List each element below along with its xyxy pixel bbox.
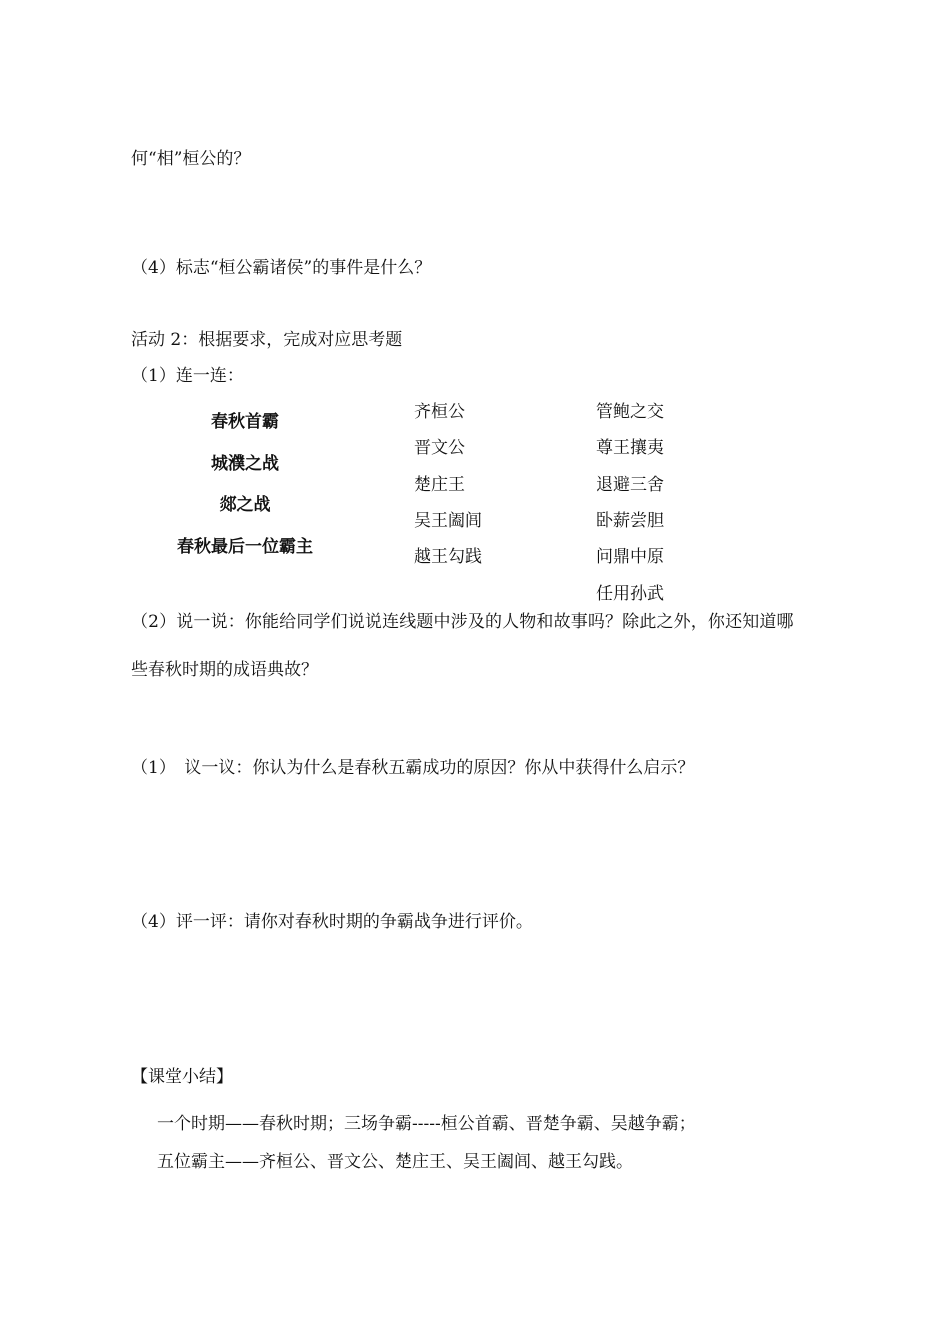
match-middle-item-4: 吴王阖闾 — [414, 511, 482, 531]
match-right-item-3: 退避三舍 — [596, 475, 664, 495]
summary-line-1: 一个时期——春秋时期；三场争霸-----桓公首霸、晋楚争霸、吴越争霸； — [157, 1114, 696, 1134]
match-right-item-5: 问鼎中原 — [596, 547, 664, 567]
match-middle-item-5: 越王勾践 — [414, 547, 482, 567]
match-left-item-4: 春秋最后一位霸主 — [177, 537, 313, 557]
activity-2-title: 活动 2：根据要求，完成对应思考题 — [131, 330, 403, 350]
match-right-item-1: 管鲍之交 — [596, 402, 664, 422]
match-middle-item-1: 齐桓公 — [414, 402, 465, 422]
match-middle-item-3: 楚庄王 — [414, 475, 465, 495]
match-left-item-1: 春秋首霸 — [211, 412, 279, 432]
question-3-continuation: 何“相”桓公的？ — [131, 149, 251, 169]
match-left-item-3: 郯之战 — [219, 495, 271, 515]
match-middle-item-2: 晋文公 — [414, 438, 465, 458]
match-left-item-2: 城濮之战 — [211, 454, 279, 474]
match-right-item-4: 卧薪尝胆 — [596, 511, 664, 531]
summary-title: 【课堂小结】 — [131, 1067, 233, 1087]
question-discuss: （1） 议一议：你认为什么是春秋五霸成功的原因？你从中获得什么启示？ — [131, 758, 695, 778]
question-talk-line-2: 些春秋时期的成语典故？ — [131, 660, 318, 680]
match-right-item-6: 任用孙武 — [596, 584, 664, 604]
question-4: （4）标志“桓公霸诸侯”的事件是什么？ — [131, 258, 432, 278]
question-talk-line-1: （2）说一说：你能给同学们说说连线题中涉及的人物和故事吗？除此之外，你还知道哪 — [131, 612, 794, 632]
question-evaluate: （4）评一评：请你对春秋时期的争霸战争进行评价。 — [131, 912, 533, 932]
match-right-item-2: 尊王攘夷 — [596, 438, 664, 458]
summary-line-2: 五位霸主——齐桓公、晋文公、楚庄王、吴王阖闾、越王勾践。 — [157, 1152, 633, 1172]
matching-heading: （1）连一连： — [131, 366, 244, 386]
